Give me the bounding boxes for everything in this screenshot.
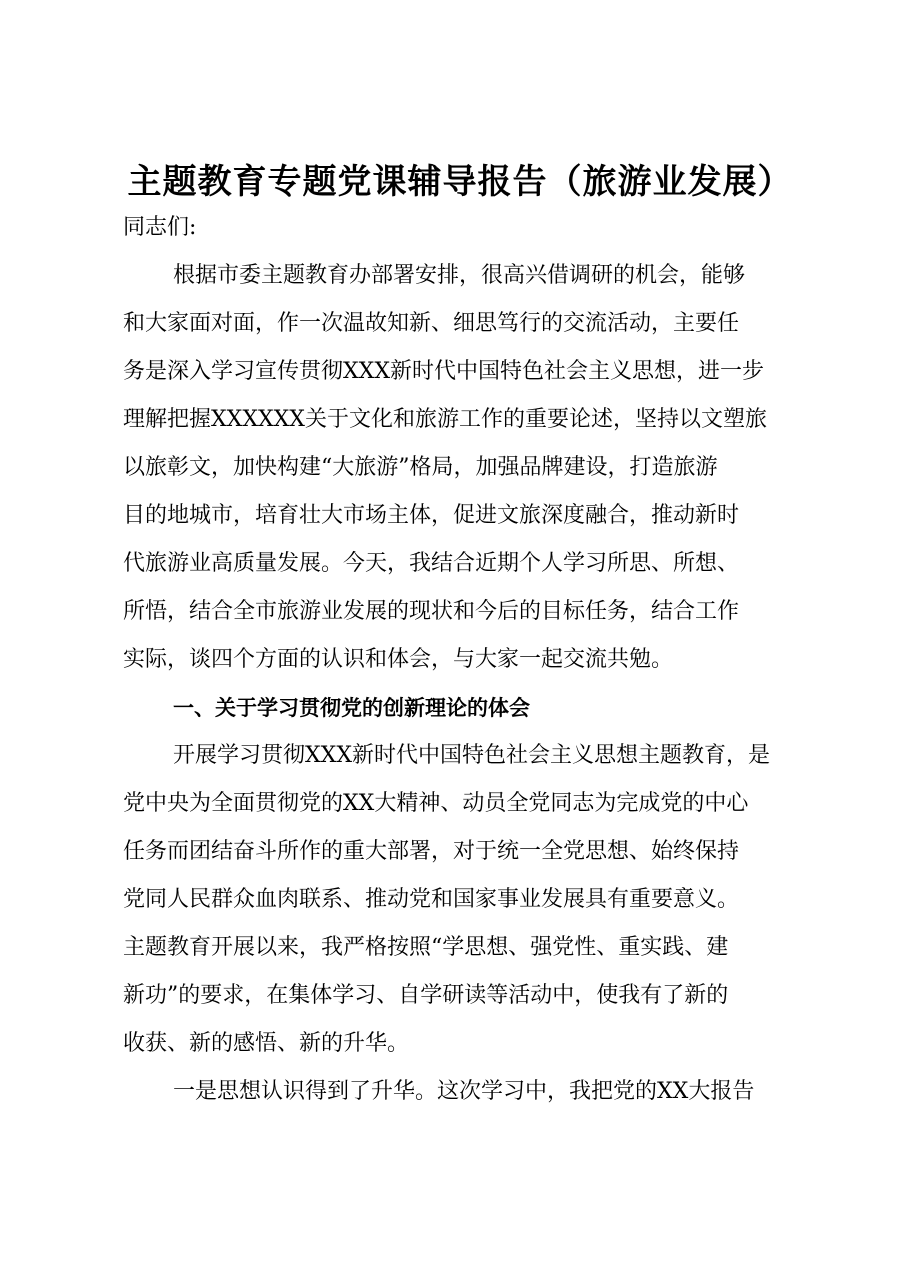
paragraph-line: 主题教育开展以来，我严格按照“学思想、强党性、重实践、建	[123, 935, 729, 960]
paragraph-line: 党同人民群众血肉联系、推动党和国家事业发展具有重要意义。	[123, 887, 740, 912]
paragraph-line: 新功”的要求，在集体学习、自学研读等活动中，使我有了新的	[123, 983, 729, 1008]
paragraph-line: 所悟，结合全市旅游业发展的现状和今后的目标任务，结合工作	[123, 599, 740, 624]
document-title: 主题教育专题党课辅导报告（旅游业发展）	[127, 162, 793, 202]
paragraph-line: 代旅游业高质量发展。今天，我结合近期个人学习所思、所想、	[123, 551, 740, 576]
paragraph-line: 目的地城市，培育壮大市场主体，促进文旅深度融合，推动新时	[123, 503, 740, 528]
paragraph-line: 一是思想认识得到了升华。这次学习中，我把党的XX大报告	[173, 1079, 755, 1104]
paragraph-line: 理解把握XXXXXX关于文化和旅游工作的重要论述，坚持以文塑旅	[123, 407, 767, 432]
paragraph-line: 开展学习贯彻XXX新时代中国特色社会主义思想主题教育，是	[173, 743, 770, 768]
paragraph-line: 收获、新的感悟、新的升华。	[123, 1031, 410, 1056]
salutation: 同志们:	[123, 215, 197, 240]
paragraph-line: 和大家面对面，作一次温故知新、细思笃行的交流活动，主要任	[123, 311, 740, 336]
paragraph-line: 根据市委主题教育办部署安排，很高兴借调研的机会，能够	[173, 263, 746, 288]
section-heading: 一、关于学习贯彻党的创新理论的体会	[173, 696, 530, 720]
paragraph-line: 党中央为全面贯彻党的XX大精神、动员全党同志为完成党的中心	[123, 791, 749, 816]
paragraph-line: 以旅彰文，加快构建“大旅游”格局，加强品牌建设，打造旅游	[123, 455, 718, 480]
paragraph-line: 实际，谈四个方面的认识和体会，与大家一起交流共勉。	[123, 647, 674, 672]
paragraph-line: 任务而团结奋斗所作的重大部署，对于统一全党思想、始终保持	[123, 839, 740, 864]
paragraph-line: 务是深入学习宣传贯彻XXX新时代中国特色社会主义思想，进一步	[123, 359, 764, 384]
